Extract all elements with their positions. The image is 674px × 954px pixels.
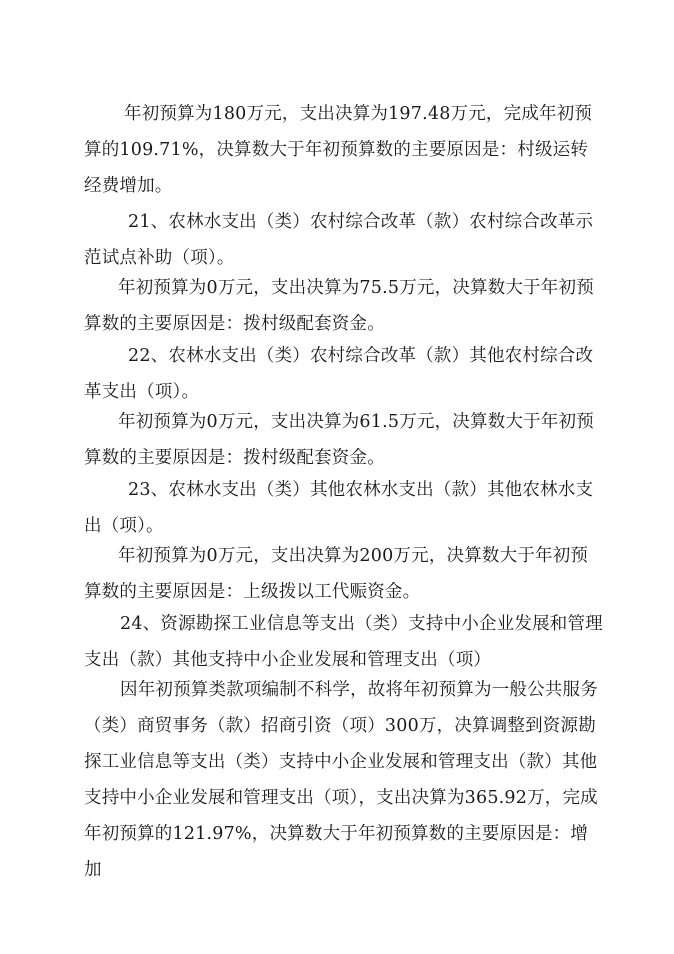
paragraph-item-21-heading: 21、农林水支出（类）农村综合改革（款）农村综合改革示范试点补助（项）。 xyxy=(84,212,594,268)
paragraph-item-24-heading: 24、资源勘探工业信息等支出（类）支持中小企业发展和管理支出（款）其他支持中小企业发展和管理支出（项） xyxy=(84,614,603,670)
paragraph-item-21-budget: 年初预算为0万元，支出决算为75.5万元，决算数大于年初预算数的主要原因是：拨村级配套资金。 xyxy=(84,278,594,334)
paragraph-item-22-heading: 22、农林水支出（类）农村综合改革（款）其他农村综合改革支出（项）。 xyxy=(84,346,594,402)
paragraph-item-24-budget: 因年初预算类款项编制不科学，故将年初预算为一般公共服务（类）商贸事务（款）招商引资（项）300万，决算调整到资源勘探工业信息等支出（类）支持中小企业发展和管理支出（款）其他支持中小企业发展和管理支出（项），支出决算为365.92万，完成年初预算的121.97%，决算数大于年初预算数的主要原因是：增加 xyxy=(84,680,598,880)
paragraph-item-22-budget: 年初预算为0万元，支出决算为61.5万元，决算数大于年初预算数的主要原因是：拨村级配套资金。 xyxy=(84,412,594,468)
paragraph-item-23-heading: 23、农林水支出（类）其他农林水支出（款）其他农林水支出（项）。 xyxy=(84,480,594,536)
paragraph-item-23-budget: 年初预算为0万元，支出决算为200万元，决算数大于年初预算数的主要原因是：上级拨以工代赈资金。 xyxy=(84,546,589,602)
paragraph-budget-village-operations: 年初预算为180万元，支出决算为197.48万元，完成年初预算的109.71%，决算数大于年初预算数的主要原因是：村级运转经费增加。 xyxy=(84,104,593,196)
